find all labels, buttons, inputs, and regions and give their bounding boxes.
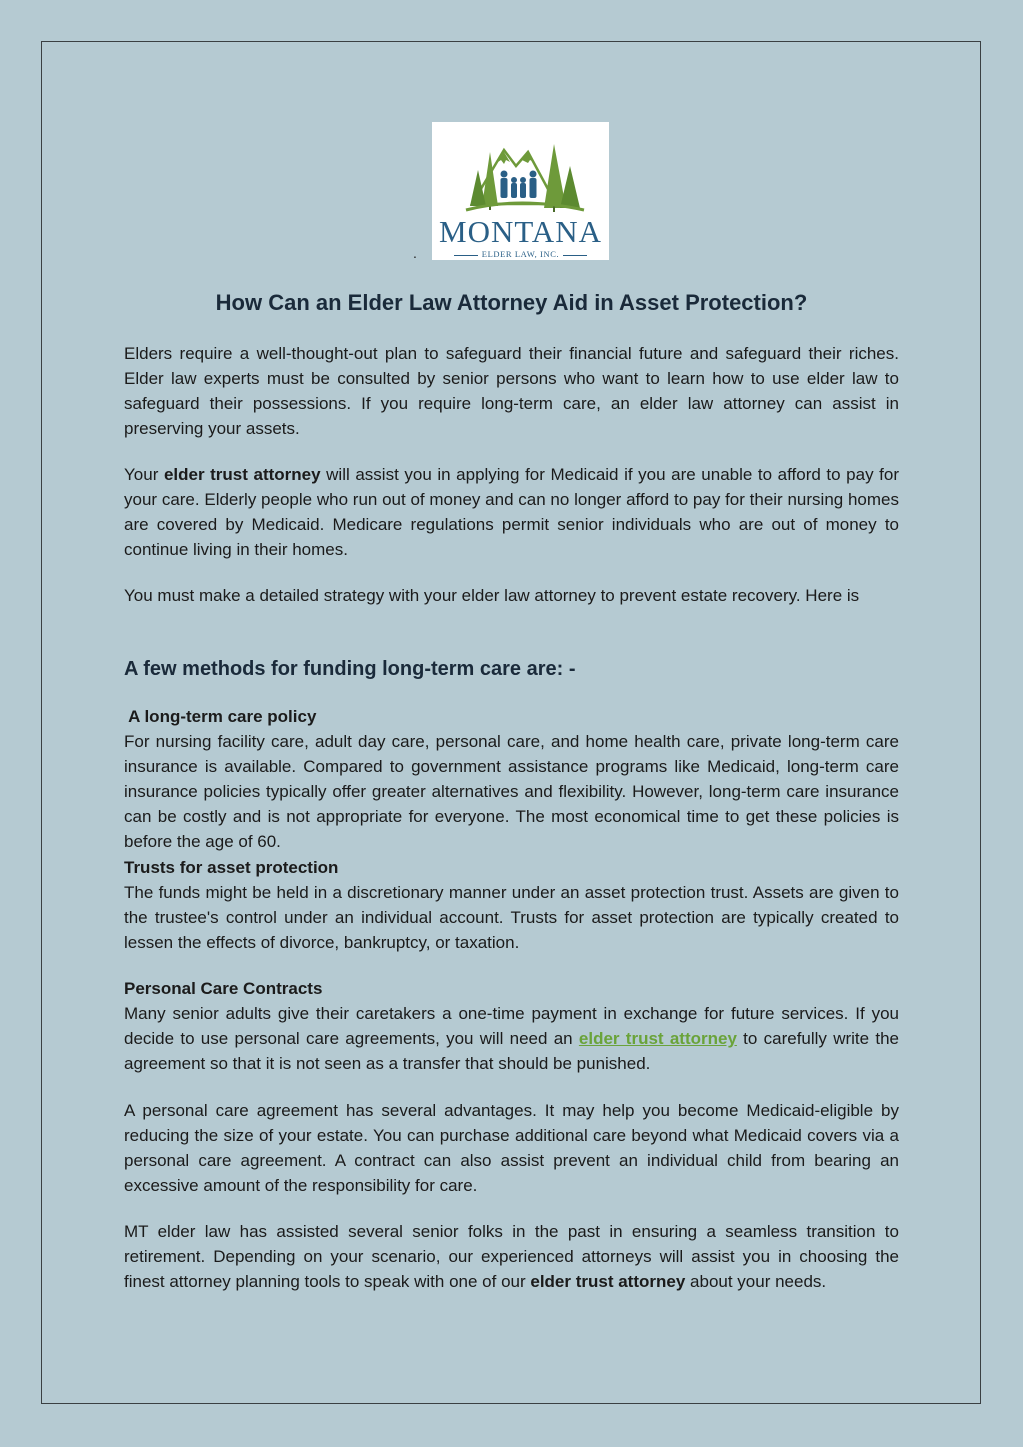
medicaid-paragraph: Your elder trust attorney will assist you in applying for Medicaid if you are unable to afford to pay for your care. Elderly people who run out of money and can no longer afford to pay for their nursing homes are covered by Medicaid. Medicare regulations permit senior individuals who are out of money to continue living in their homes.	[124, 465, 899, 560]
mountain-family-icon	[432, 122, 609, 218]
ltc-section	[124, 704, 899, 955]
trusts-text: The funds might be held in a discretionary manner under an asset protection trust. Assets are given to the trustee's control under an individual account. Trusts for asset protection are typically created to lessen the effects of divorce, bankruptcy, or taxation.	[124, 882, 899, 952]
logo-subtitle: ELDER LAW, INC.	[432, 249, 609, 259]
pcc-heading: Personal Care Contracts	[124, 979, 323, 998]
closing-paragraph: MT elder law has assisted several senior folks in the past in ensuring a seamless transition to retirement. Depending on your scenario, our experienced attorneys will assist you in choosing the finest attorney planning tools to speak with one of our elder trust attorney about your needs.	[124, 1222, 899, 1292]
ltc-heading: A long-term care policy	[124, 707, 317, 726]
ltc-text: For nursing facility care, adult day care, personal care, and home health care, private long-term care insurance is available. Compared to government assistance programs like Medicaid, long-term care insurance policies typically offer greater alternatives and flexibility. However, long-term care insurance can be costly and is not appropriate for everyone. The most economical time to get these policies is before the age of 60.	[124, 732, 899, 852]
page-title: How Can an Elder Law Attorney Aid in Asset Protection?	[215, 290, 808, 315]
estate-recovery-paragraph: You must make a detailed strategy with your elder law attorney to prevent estate recovery. Here is	[124, 586, 860, 605]
trusts-heading: Trusts for asset protection	[124, 857, 339, 877]
logo-wordmark: MONTANA	[439, 214, 602, 249]
stray-dot: .	[413, 245, 417, 261]
methods-heading: A few methods for funding long-term care are: -	[124, 658, 576, 680]
elder-trust-attorney-link[interactable]: elder trust attorney	[578, 1029, 737, 1049]
advantages-paragraph: A personal care agreement has several advantages. It may help you become Medicaid-eligible by reducing the size of your estate. You can purchase additional care beyond what Medicaid covers via a personal care agreement. A contract can also assist prevent an individual child from bearing an excessive amount of the responsibility for care.	[124, 1101, 899, 1196]
intro-paragraph: Elders require a well-thought-out plan to safeguard their financial future and safeguard their riches. Elder law experts must be consulted by senior persons who want to learn how to use elder law to safeguard their possessions. If you require long-term care, an elder law attorney can assist in preserving your assets.	[124, 344, 899, 439]
montana-elder-law-logo	[432, 122, 609, 260]
pcc-section: Personal Care Contracts Many senior adults give their caretakers a one-time payment in exchange for future services. If you decide to use personal care agreements, you will need an elder trust attorney to carefully write the agreement so that it is not seen as a transfer that should be punished.	[124, 976, 899, 1076]
elder-trust-attorney-emphasis-2: elder trust attorney	[530, 1272, 686, 1292]
elder-trust-attorney-emphasis: elder trust attorney	[163, 465, 321, 484]
